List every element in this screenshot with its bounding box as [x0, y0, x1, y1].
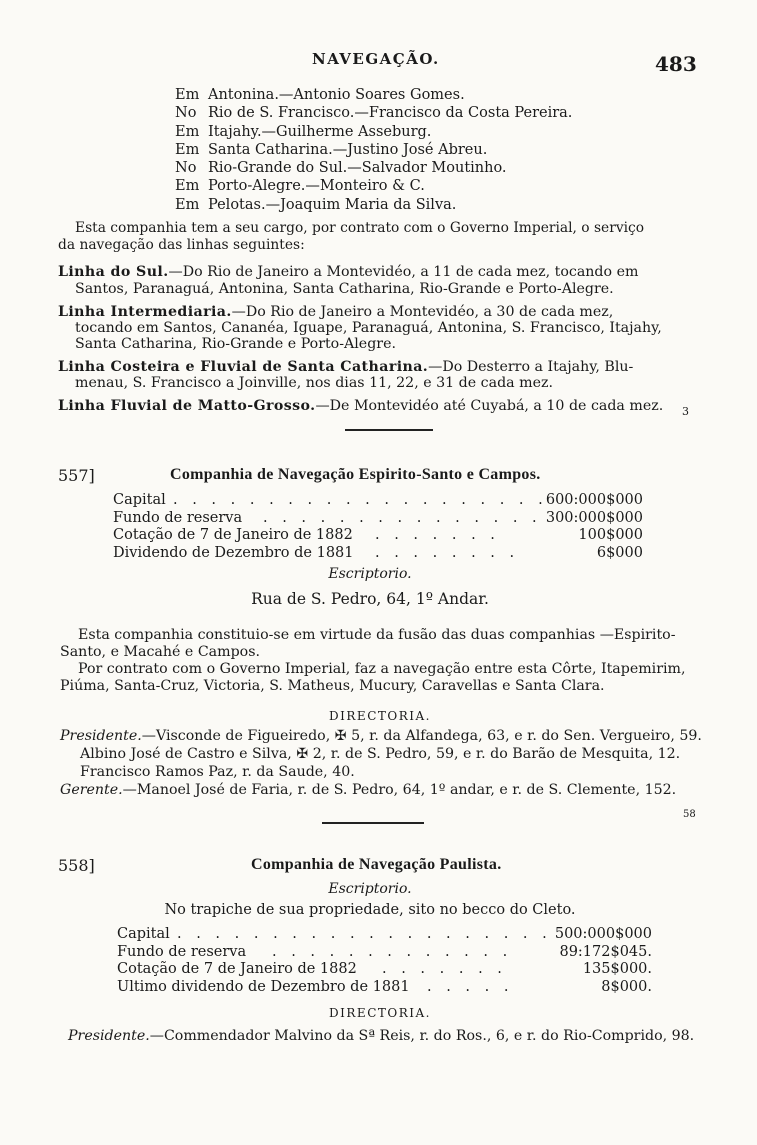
financial-row	[113, 492, 643, 510]
office-heading: Escriptorio.	[328, 881, 412, 897]
company-name: Companhia de Navegação Espirito-Santo e Campos.	[170, 466, 541, 483]
description-line: Piúma, Santa-Cruz, Victoria, S. Matheus, Mucury, Caravellas e Santa Clara.	[60, 678, 605, 694]
board-row	[80, 746, 680, 763]
line-sul-cont: Santos, Paranaguá, Antonina, Santa Catharina, Rio-Grande e Porto-Alegre.	[75, 281, 614, 297]
board-row	[60, 782, 676, 799]
intro-line-2: da navegação das linhas seguintes:	[58, 237, 305, 253]
agent-text: Rio de S. Francisco.—Francisco da Costa Pereira.	[208, 105, 573, 122]
line-text: —De Montevidéo até Cuyabá, a 10 de cada mez.	[315, 398, 664, 414]
financial-value: 135$000.	[582, 961, 652, 977]
line-title: Linha Costeira e Fluvial de Santa Catharina.	[58, 359, 429, 375]
description-line: Esta companhia constituio-se em virtude da fusão das duas companhias —Espirito-	[78, 627, 676, 643]
line-costeira	[58, 359, 633, 376]
footnote-mark: 58	[683, 809, 696, 820]
company-558-financials	[117, 926, 652, 996]
page-number: 483	[655, 52, 697, 76]
board-text: Albino José de Castro e Silva, ✠ 2, r. de S. Pedro, 59, e r. do Barão de Mesquita, 12.	[80, 746, 681, 762]
financial-label: Ultimo dividendo de Dezembro de 1881	[117, 978, 410, 995]
agent-text: Santa Catharina.—Justino José Abreu.	[208, 141, 488, 158]
office-address: Rua de S. Pedro, 64, 1º Andar.	[251, 590, 489, 608]
agent-text: Itajahy.—Guilherme Asseburg.	[208, 123, 432, 140]
office-heading: Escriptorio.	[328, 566, 412, 582]
financial-label: Fundo de reserva	[113, 509, 243, 526]
line-title: Linha do Sul.	[58, 264, 169, 280]
dot-leader: . . . . . . . . . . . . . . . . . . . .	[173, 492, 548, 508]
line-costeira-cont: menau, S. Francisco a Joinville, nos dias 11, 22, e 31 de cada mez.	[75, 375, 553, 391]
financial-row	[117, 979, 652, 997]
financial-label: Fundo de reserva	[117, 943, 247, 960]
agent-prep: No	[175, 105, 197, 122]
board-row	[80, 764, 355, 781]
board-text: Francisco Ramos Paz, r. da Saude, 40.	[80, 764, 355, 780]
divider	[322, 822, 424, 824]
financial-value: 100$000	[578, 527, 643, 543]
agent-row	[175, 196, 572, 214]
financial-value: 89:172$045.	[559, 943, 652, 960]
agent-row	[175, 177, 572, 195]
financial-value: 600:000$000	[545, 492, 643, 508]
agents-list	[175, 86, 572, 214]
description-line: Por contrato com o Governo Imperial, faz a navegação entre esta Côrte, Itapemirim,	[78, 661, 686, 677]
dot-leader: . . . . .	[427, 978, 514, 995]
company-name: Companhia de Navegação Paulista.	[251, 856, 502, 873]
agent-prep: Em	[175, 123, 200, 140]
line-intermediaria	[58, 304, 613, 321]
agent-prep: No	[175, 160, 197, 177]
dot-leader: . . . . . . . . . . . . .	[272, 943, 513, 960]
board-role: Presidente.	[68, 1028, 150, 1044]
financial-label: Dividendo de Dezembro de 1881	[113, 544, 354, 561]
agent-row	[175, 159, 572, 177]
dot-leader: . . . . . . .	[375, 527, 500, 543]
agent-prep: Em	[175, 178, 200, 195]
agent-row	[175, 86, 572, 104]
financial-label: Cotação de 7 de Janeiro de 1882	[117, 961, 357, 977]
financial-value: 6$000	[596, 544, 643, 561]
financial-label: Cotação de 7 de Janeiro de 1882	[113, 527, 353, 543]
agent-prep: Em	[175, 196, 200, 213]
financial-row	[113, 527, 643, 545]
financial-value: 8$000.	[601, 978, 652, 995]
financial-row	[113, 545, 643, 563]
dot-leader: . . . . . . . .	[375, 544, 520, 561]
description-line: Santo, e Macahé e Campos.	[60, 644, 261, 660]
line-text: —Do Rio de Janeiro a Montevidéo, a 30 de cada mez,	[231, 304, 614, 320]
board-heading: DIRECTORIA.	[329, 709, 431, 723]
line-title: Linha Fluvial de Matto-Grosso.	[58, 398, 316, 414]
section-title: NAVEGAÇÃO.	[312, 50, 440, 68]
agent-text: Antonina.—Antonio Soares Gomes.	[208, 87, 465, 103]
agent-row	[175, 104, 572, 122]
line-intermediaria-cont: tocando em Santos, Cananéa, Iguape, Paranaguá, Antonina, S. Francisco, Itajahy,	[75, 320, 662, 336]
dot-leader: . . . . . . . . . . . . . . .	[263, 509, 542, 526]
financial-value: 500:000$000	[554, 926, 652, 942]
agent-row	[175, 123, 572, 141]
company-number: 557]	[58, 466, 95, 485]
financial-value: 300:000$000	[545, 509, 643, 526]
board-text: —Visconde de Figueiredo, ✠ 5, r. da Alfandega, 63, e r. do Sen. Vergueiro, 59.	[141, 728, 702, 744]
intro-line-1: Esta companhia tem a seu cargo, por contrato com o Governo Imperial, o serviço	[75, 220, 645, 236]
board-row	[60, 728, 702, 745]
line-matto-grosso	[58, 398, 663, 415]
financial-label: Capital	[117, 926, 170, 942]
financial-row	[117, 944, 652, 962]
line-text: —Do Desterro a Itajahy, Blu-	[428, 359, 634, 375]
office-address: No trapiche de sua propriedade, sito no becco do Cleto.	[164, 902, 576, 918]
agent-row	[175, 141, 572, 159]
financial-row	[117, 961, 652, 979]
dot-leader: . . . . . . . . . . . . . . . . . . . .	[177, 926, 552, 942]
financial-row	[113, 510, 643, 528]
agent-prep: Em	[175, 87, 200, 103]
board-text: —Manoel José de Faria, r. de S. Pedro, 64, 1º andar, e r. de S. Clemente, 152.	[122, 782, 677, 798]
board-row	[68, 1028, 694, 1045]
line-title: Linha Intermediaria.	[58, 304, 232, 320]
board-text: —Commendador Malvino da Sª Reis, r. do Ros., 6, e r. do Rio-Comprido, 98.	[149, 1028, 695, 1044]
financial-row	[117, 926, 652, 944]
agent-text: Porto-Alegre.—Monteiro & C.	[208, 178, 425, 195]
agent-text: Rio-Grande do Sul.—Salvador Moutinho.	[208, 160, 507, 177]
line-mark: 3	[682, 405, 689, 418]
board-role: Presidente.	[60, 728, 142, 744]
board-heading: DIRECTORIA.	[329, 1006, 431, 1020]
agent-prep: Em	[175, 141, 200, 158]
line-sul	[58, 264, 638, 281]
board-role: Gerente.	[60, 782, 123, 798]
agent-text: Pelotas.—Joaquim Maria da Silva.	[208, 196, 457, 213]
line-text: —Do Rio de Janeiro a Montevidéo, a 11 de cada mez, tocando em	[168, 264, 639, 280]
company-number: 558]	[58, 856, 95, 875]
divider	[345, 429, 433, 431]
company-557-financials	[113, 492, 643, 562]
dot-leader: . . . . . . .	[382, 961, 507, 977]
financial-label: Capital	[113, 492, 166, 508]
line-intermediaria-cont-2: Santa Catharina, Rio-Grande e Porto-Alegre.	[75, 336, 396, 352]
